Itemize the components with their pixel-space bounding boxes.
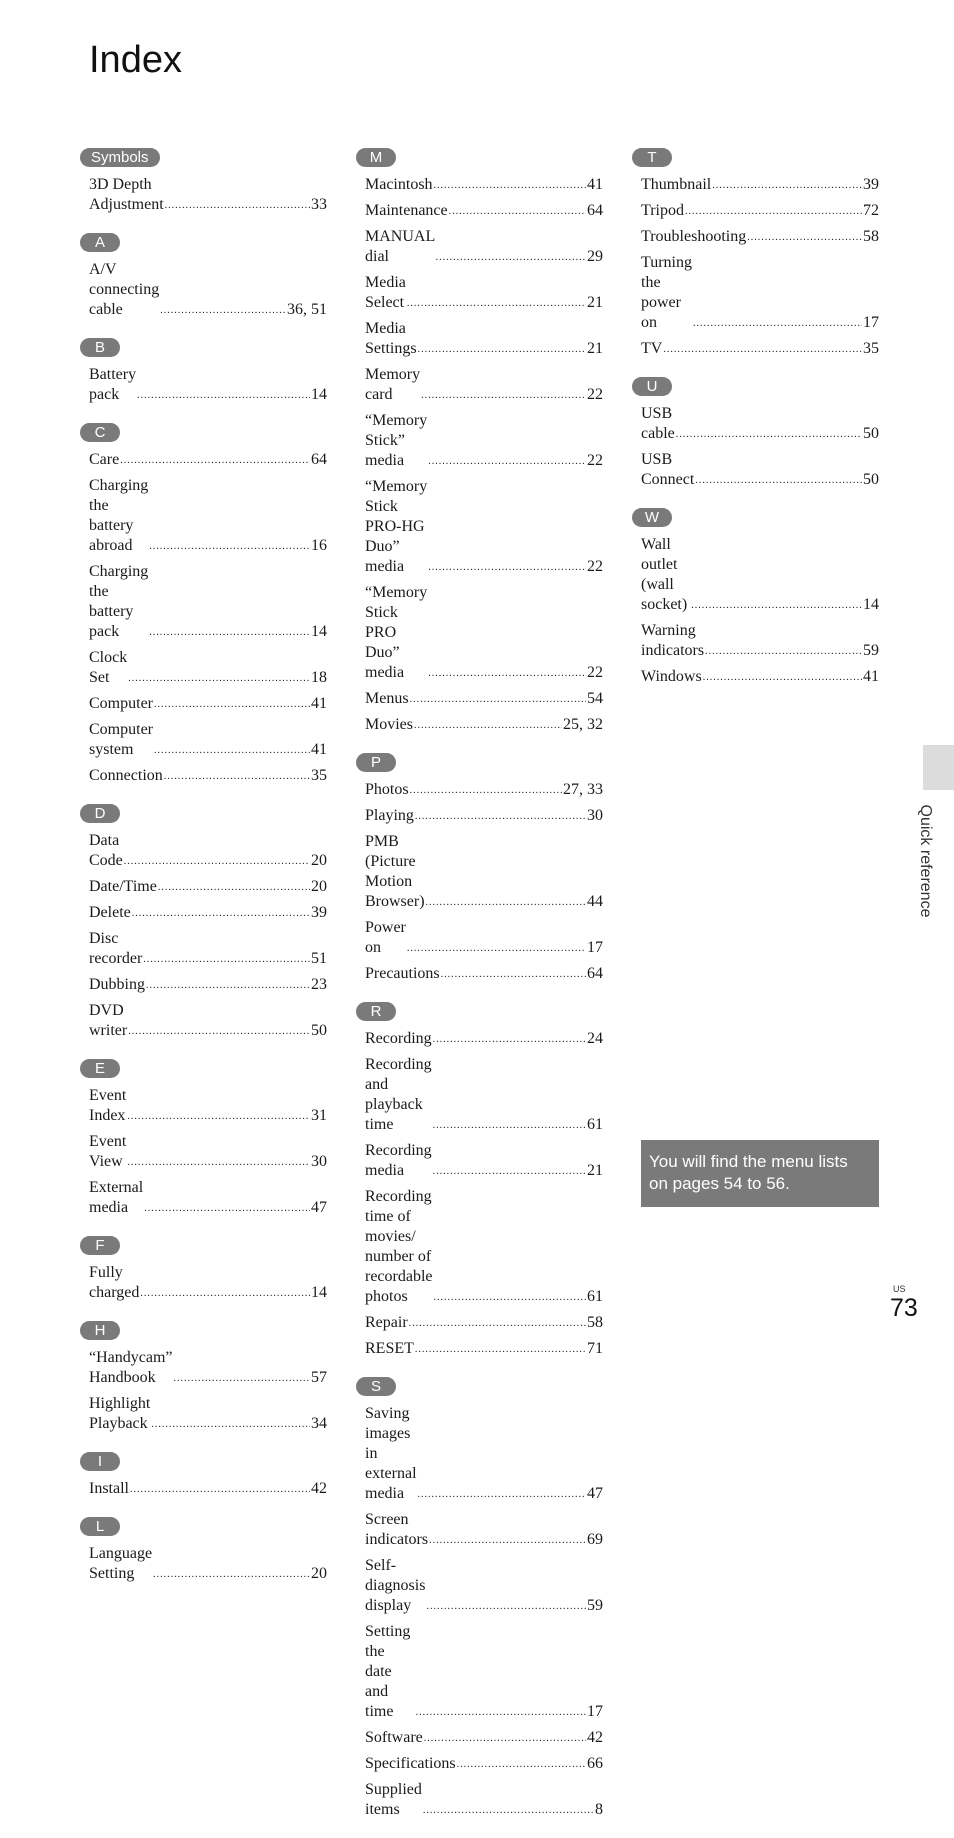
- index-entry-page: 14: [311, 623, 327, 640]
- dot-leader: [695, 476, 862, 486]
- index-entry: [641, 667, 879, 687]
- index-entry-page: 14: [863, 596, 879, 613]
- index-entry-page: 21: [587, 294, 603, 311]
- dot-leader: [747, 233, 862, 243]
- index-entry-page: 39: [311, 904, 327, 921]
- index-entry-term: Screen indicators: [365, 1511, 429, 1548]
- index-entry: [365, 411, 603, 471]
- index-entry: [89, 175, 327, 215]
- index-entry-page: 18: [311, 669, 327, 686]
- index-entry: [89, 365, 327, 405]
- index-entry: [365, 964, 603, 984]
- dot-leader: [424, 1734, 586, 1744]
- index-entry-page: 42: [311, 1480, 327, 1497]
- dot-leader: [433, 1035, 586, 1045]
- index-entry-page: 41: [311, 741, 327, 758]
- index-entry: [89, 831, 327, 871]
- dot-leader: [693, 319, 862, 329]
- dot-leader: [418, 1490, 586, 1500]
- dot-leader: [421, 391, 586, 401]
- index-entry: [365, 1187, 603, 1307]
- index-entry-page: 20: [311, 1565, 327, 1582]
- index-entry: [365, 201, 603, 221]
- index-entry: [89, 975, 327, 995]
- dot-leader: [436, 253, 586, 263]
- index-entry: [89, 1001, 327, 1041]
- dot-leader: [132, 909, 310, 919]
- index-entry: [89, 1348, 327, 1388]
- index-entry-term: Computer: [89, 695, 153, 712]
- index-entry-term: PMB (Picture Motion Browser): [365, 833, 425, 910]
- index-entry-term: Warning indicators: [641, 622, 705, 659]
- index-entry-page: 58: [587, 1314, 603, 1331]
- index-letter-badge: L: [80, 1517, 120, 1536]
- index-letter-badge: R: [356, 1002, 396, 1021]
- index-entry: [365, 1754, 603, 1774]
- dot-leader: [428, 457, 586, 467]
- index-entry-term: Turning the power on: [641, 254, 692, 331]
- index-entry-term: Self-diagnosis display: [365, 1557, 426, 1614]
- index-entry-page: 64: [311, 451, 327, 468]
- index-entry: [89, 1178, 327, 1218]
- index-group: [80, 148, 330, 215]
- index-entry-term: Connection: [89, 767, 163, 784]
- index-entry: [365, 1510, 603, 1550]
- index-entry: [365, 477, 603, 577]
- index-entry-term: External media: [89, 1179, 144, 1216]
- index-entry: [365, 1313, 603, 1333]
- index-letter-badge: T: [632, 148, 672, 167]
- index-group: [80, 1517, 330, 1584]
- index-entry-term: Recording: [365, 1030, 432, 1047]
- index-entry-term: Language Setting: [89, 1545, 153, 1582]
- index-entry: [641, 253, 879, 333]
- index-group: [80, 338, 330, 405]
- dot-leader: [407, 299, 586, 309]
- dot-leader: [433, 1167, 586, 1177]
- index-entry-term: Recording time of movies/ number of recordable photos: [365, 1188, 433, 1305]
- menu-list-note: You will find the menu lists on pages 54 to 56.: [641, 1140, 879, 1207]
- index-entry-page: 16: [311, 537, 327, 554]
- dot-leader: [712, 181, 862, 191]
- index-entry-page: 30: [311, 1153, 327, 1170]
- dot-leader: [685, 207, 862, 217]
- index-column-1: [80, 148, 330, 1602]
- dot-leader: [676, 430, 862, 440]
- index-entry-page: 22: [587, 452, 603, 469]
- index-letter-badge: D: [80, 804, 120, 823]
- index-entry: [89, 1132, 327, 1172]
- index-entry: [89, 260, 327, 320]
- index-entry: [365, 1728, 603, 1748]
- index-entry-term: Wall outlet (wall socket): [641, 536, 688, 613]
- index-entry-term: Date/Time: [89, 878, 157, 895]
- index-entry-term: Clock Set: [89, 649, 128, 686]
- dot-leader: [426, 1602, 586, 1612]
- index-entry-page: 72: [863, 202, 879, 219]
- dot-leader: [149, 628, 310, 638]
- dot-leader: [410, 786, 562, 796]
- index-entry: [641, 535, 879, 615]
- index-entry-page: 31: [311, 1107, 327, 1124]
- index-entry: [89, 1263, 327, 1303]
- dot-leader: [153, 1570, 310, 1580]
- section-tab-label: Quick reference: [917, 804, 934, 918]
- index-entry-term: USB Connect: [641, 451, 695, 488]
- index-entry-term: Disc recorder: [89, 930, 143, 967]
- index-entry: [89, 450, 327, 470]
- index-column-2: [356, 148, 606, 1838]
- index-entry-term: Install: [89, 1480, 129, 1497]
- index-entry: [365, 319, 603, 359]
- index-letter-badge: U: [632, 377, 672, 396]
- dot-leader: [407, 944, 586, 954]
- index-entry-term: Playing: [365, 807, 414, 824]
- dot-leader: [428, 563, 586, 573]
- dot-leader: [434, 181, 586, 191]
- index-entry: [641, 450, 879, 490]
- index-entry-page: 41: [863, 668, 879, 685]
- index-entry-term: Troubleshooting: [641, 228, 747, 245]
- index-entry-term: “Handycam” Handbook: [89, 1349, 173, 1386]
- index-entry-term: Media Select: [365, 274, 406, 311]
- index-entry-term: Dubbing: [89, 976, 145, 993]
- dot-leader: [174, 1374, 310, 1384]
- index-entry-term: Saving images in external media: [365, 1405, 417, 1502]
- index-entry-page: 17: [587, 1703, 603, 1720]
- index-entry: [89, 720, 327, 760]
- dot-leader: [409, 1319, 586, 1329]
- index-entry: [89, 1394, 327, 1434]
- index-entry-term: “Memory Stick” media: [365, 412, 428, 469]
- page-number: 73: [890, 1294, 918, 1322]
- index-group: [80, 1321, 330, 1434]
- index-entry-term: Memory card: [365, 366, 421, 403]
- index-entry-term: USB cable: [641, 405, 675, 442]
- index-entry-page: 8: [595, 1801, 603, 1818]
- index-entry-page: 59: [587, 1597, 603, 1614]
- index-entry-term: Care: [89, 451, 120, 468]
- section-tab: [923, 745, 954, 790]
- dot-leader: [128, 1027, 310, 1037]
- index-entry-term: Precautions: [365, 965, 440, 982]
- dot-leader: [144, 1204, 310, 1214]
- index-group: [80, 233, 330, 320]
- index-entry-term: Event View: [89, 1133, 127, 1170]
- index-entry-term: TV: [641, 340, 663, 357]
- dot-leader: [128, 674, 310, 684]
- index-entry: [89, 929, 327, 969]
- index-letter-badge: I: [80, 1452, 120, 1471]
- index-entry: [365, 1055, 603, 1135]
- index-entry-page: 17: [863, 314, 879, 331]
- index-entry-page: 23: [311, 976, 327, 993]
- index-entry: [641, 621, 879, 661]
- region-code: US: [893, 1284, 906, 1294]
- index-entry: [365, 806, 603, 826]
- index-entry-page: 25, 32: [563, 716, 603, 733]
- dot-leader: [154, 746, 310, 756]
- index-entry: [641, 339, 879, 359]
- index-entry-term: 3D Depth Adjustment: [89, 176, 164, 213]
- index-entry-term: Event Index: [89, 1087, 127, 1124]
- dot-leader: [457, 1760, 586, 1770]
- index-entry-term: RESET: [365, 1340, 414, 1357]
- index-entry: [641, 404, 879, 444]
- index-entry-term: Power on: [365, 919, 406, 956]
- index-entry-page: 61: [587, 1116, 603, 1133]
- index-letter-badge: S: [356, 1377, 396, 1396]
- index-entry-term: A/V connecting cable: [89, 261, 160, 318]
- index-entry-term: Maintenance: [365, 202, 448, 219]
- index-entry-page: 41: [311, 695, 327, 712]
- dot-leader: [410, 695, 586, 705]
- dot-leader: [149, 542, 310, 552]
- index-entry-term: Menus: [365, 690, 409, 707]
- index-entry-term: Software: [365, 1729, 423, 1746]
- dot-leader: [434, 1293, 586, 1303]
- index-group: [632, 148, 882, 359]
- index-letter-badge: Symbols: [80, 148, 160, 167]
- dot-leader: [140, 1289, 310, 1299]
- index-entry-term: “Memory Stick PRO Duo” media: [365, 584, 428, 681]
- index-entry-page: 22: [587, 558, 603, 575]
- dot-leader: [428, 669, 586, 679]
- dot-leader: [426, 898, 586, 908]
- dot-leader: [154, 700, 310, 710]
- index-entry-page: 30: [587, 807, 603, 824]
- dot-leader: [127, 1112, 310, 1122]
- index-entry: [365, 583, 603, 683]
- index-entry: [89, 648, 327, 688]
- dot-leader: [449, 207, 586, 217]
- dot-leader: [146, 981, 310, 991]
- index-entry: [365, 273, 603, 313]
- index-entry-term: Media Settings: [365, 320, 417, 357]
- index-entry-page: 35: [311, 767, 327, 784]
- index-entry-term: Repair: [365, 1314, 408, 1331]
- index-entry: [89, 903, 327, 923]
- index-entry-page: 24: [587, 1030, 603, 1047]
- dot-leader: [120, 456, 310, 466]
- index-entry: [365, 1141, 603, 1181]
- dot-leader: [416, 1708, 586, 1718]
- index-entry-page: 50: [863, 425, 879, 442]
- index-letter-badge: E: [80, 1059, 120, 1078]
- index-entry-page: 33: [311, 196, 327, 213]
- index-entry-page: 64: [587, 202, 603, 219]
- index-letter-badge: C: [80, 423, 120, 442]
- index-entry-term: Macintosh: [365, 176, 433, 193]
- index-entry: [641, 227, 879, 247]
- index-letter-badge: M: [356, 148, 396, 167]
- index-group: [356, 753, 606, 984]
- dot-leader: [137, 391, 310, 401]
- index-entry-term: Movies: [365, 716, 413, 733]
- index-entry-page: 29: [587, 248, 603, 265]
- index-letter-badge: P: [356, 753, 396, 772]
- index-entry-page: 14: [311, 386, 327, 403]
- dot-leader: [151, 1420, 310, 1430]
- index-entry: [365, 175, 603, 195]
- index-entry: [89, 1479, 327, 1499]
- dot-leader: [158, 883, 310, 893]
- index-entry-page: 47: [587, 1485, 603, 1502]
- index-entry: [365, 227, 603, 267]
- index-letter-badge: W: [632, 508, 672, 527]
- index-entry: [365, 1780, 603, 1820]
- index-letter-badge: B: [80, 338, 120, 357]
- index-entry-term: Setting the date and time: [365, 1623, 411, 1720]
- page-footer: [890, 1284, 933, 1322]
- index-entry-term: Windows: [641, 668, 702, 685]
- dot-leader: [415, 812, 586, 822]
- index-entry-term: Supplied items: [365, 1781, 422, 1818]
- index-entry-term: “Memory Stick PRO-HG Duo” media: [365, 478, 428, 575]
- index-entry: [89, 877, 327, 897]
- index-entry-page: 35: [863, 340, 879, 357]
- index-entry-page: 22: [587, 386, 603, 403]
- dot-leader: [418, 345, 586, 355]
- index-group: [80, 1236, 330, 1303]
- page-title: Index: [89, 39, 182, 81]
- index-entry: [89, 1544, 327, 1584]
- index-entry-term: Tripod: [641, 202, 684, 219]
- index-entry-page: 20: [311, 878, 327, 895]
- index-entry-term: Computer system: [89, 721, 153, 758]
- dot-leader: [703, 673, 862, 683]
- index-entry-page: 71: [587, 1340, 603, 1357]
- index-entry-term: MANUAL dial: [365, 228, 435, 265]
- index-entry-page: 36, 51: [287, 301, 327, 318]
- index-letter-badge: F: [80, 1236, 120, 1255]
- index-entry: [365, 780, 603, 800]
- index-letter-badge: H: [80, 1321, 120, 1340]
- index-entry: [365, 832, 603, 912]
- dot-leader: [429, 1536, 586, 1546]
- dot-leader: [124, 857, 310, 867]
- index-entry: [365, 1622, 603, 1722]
- index-entry-page: 47: [311, 1199, 327, 1216]
- index-entry-page: 57: [311, 1369, 327, 1386]
- index-entry-page: 22: [587, 664, 603, 681]
- index-group: [632, 508, 882, 687]
- index-entry-term: Recording media: [365, 1142, 432, 1179]
- index-entry-page: 44: [587, 893, 603, 910]
- index-entry-page: 64: [587, 965, 603, 982]
- index-entry-page: 66: [587, 1755, 603, 1772]
- index-entry-term: Charging the battery abroad: [89, 477, 149, 554]
- index-entry-page: 27, 33: [563, 781, 603, 798]
- index-group: [80, 423, 330, 786]
- dot-leader: [415, 1345, 586, 1355]
- dot-leader: [130, 1485, 310, 1495]
- index-column-3: [632, 148, 882, 705]
- index-entry-term: Recording and playback time: [365, 1056, 432, 1133]
- index-entry-term: Data Code: [89, 832, 123, 869]
- index-entry: [641, 201, 879, 221]
- index-group: [80, 1452, 330, 1499]
- index-letter-badge: A: [80, 233, 120, 252]
- index-entry: [89, 766, 327, 786]
- index-entry: [365, 689, 603, 709]
- index-group: [356, 148, 606, 735]
- index-entry-term: Photos: [365, 781, 409, 798]
- index-entry-page: 17: [587, 939, 603, 956]
- index-entry-page: 58: [863, 228, 879, 245]
- index-entry-term: Delete: [89, 904, 131, 921]
- index-entry-page: 50: [863, 471, 879, 488]
- index-entry-page: 21: [587, 340, 603, 357]
- index-entry-page: 41: [587, 176, 603, 193]
- dot-leader: [691, 601, 862, 611]
- index-entry-page: 54: [587, 690, 603, 707]
- index-entry-page: 51: [311, 950, 327, 967]
- index-entry: [89, 1086, 327, 1126]
- dot-leader: [127, 1158, 310, 1168]
- index-entry-page: 34: [311, 1415, 327, 1432]
- dot-leader: [160, 306, 286, 316]
- dot-leader: [143, 955, 310, 965]
- dot-leader: [663, 345, 862, 355]
- dot-leader: [441, 970, 586, 980]
- index-entry: [365, 918, 603, 958]
- index-entry-page: 21: [587, 1162, 603, 1179]
- index-entry: [365, 1339, 603, 1359]
- index-entry: [89, 562, 327, 642]
- index-entry: [365, 1029, 603, 1049]
- index-entry: [365, 1404, 603, 1504]
- index-entry: [365, 365, 603, 405]
- index-entry: [641, 175, 879, 195]
- index-entry-term: Fully charged: [89, 1264, 140, 1301]
- index-entry-page: 69: [587, 1531, 603, 1548]
- index-entry-page: 14: [311, 1284, 327, 1301]
- index-group: [356, 1002, 606, 1359]
- index-entry: [365, 1556, 603, 1616]
- index-entry-term: Highlight Playback: [89, 1395, 151, 1432]
- index-group: [356, 1377, 606, 1820]
- index-entry: [365, 715, 603, 735]
- dot-leader: [414, 721, 562, 731]
- dot-leader: [423, 1806, 594, 1816]
- index-entry-term: Thumbnail: [641, 176, 712, 193]
- index-group: [632, 377, 882, 490]
- index-entry-page: 20: [311, 852, 327, 869]
- index-entry-term: Specifications: [365, 1755, 456, 1772]
- index-group: [80, 804, 330, 1041]
- index-entry-term: Battery pack: [89, 366, 137, 403]
- index-entry-term: Charging the battery pack: [89, 563, 149, 640]
- index-group: [80, 1059, 330, 1218]
- index-entry-page: 61: [587, 1288, 603, 1305]
- dot-leader: [433, 1121, 586, 1131]
- index-entry-page: 42: [587, 1729, 603, 1746]
- dot-leader: [164, 772, 310, 782]
- index-entry: [89, 694, 327, 714]
- index-entry: [89, 476, 327, 556]
- dot-leader: [705, 647, 862, 657]
- dot-leader: [165, 201, 310, 211]
- index-entry-term: DVD writer: [89, 1002, 128, 1039]
- index-entry-page: 50: [311, 1022, 327, 1039]
- index-entry-page: 39: [863, 176, 879, 193]
- index-entry-page: 59: [863, 642, 879, 659]
